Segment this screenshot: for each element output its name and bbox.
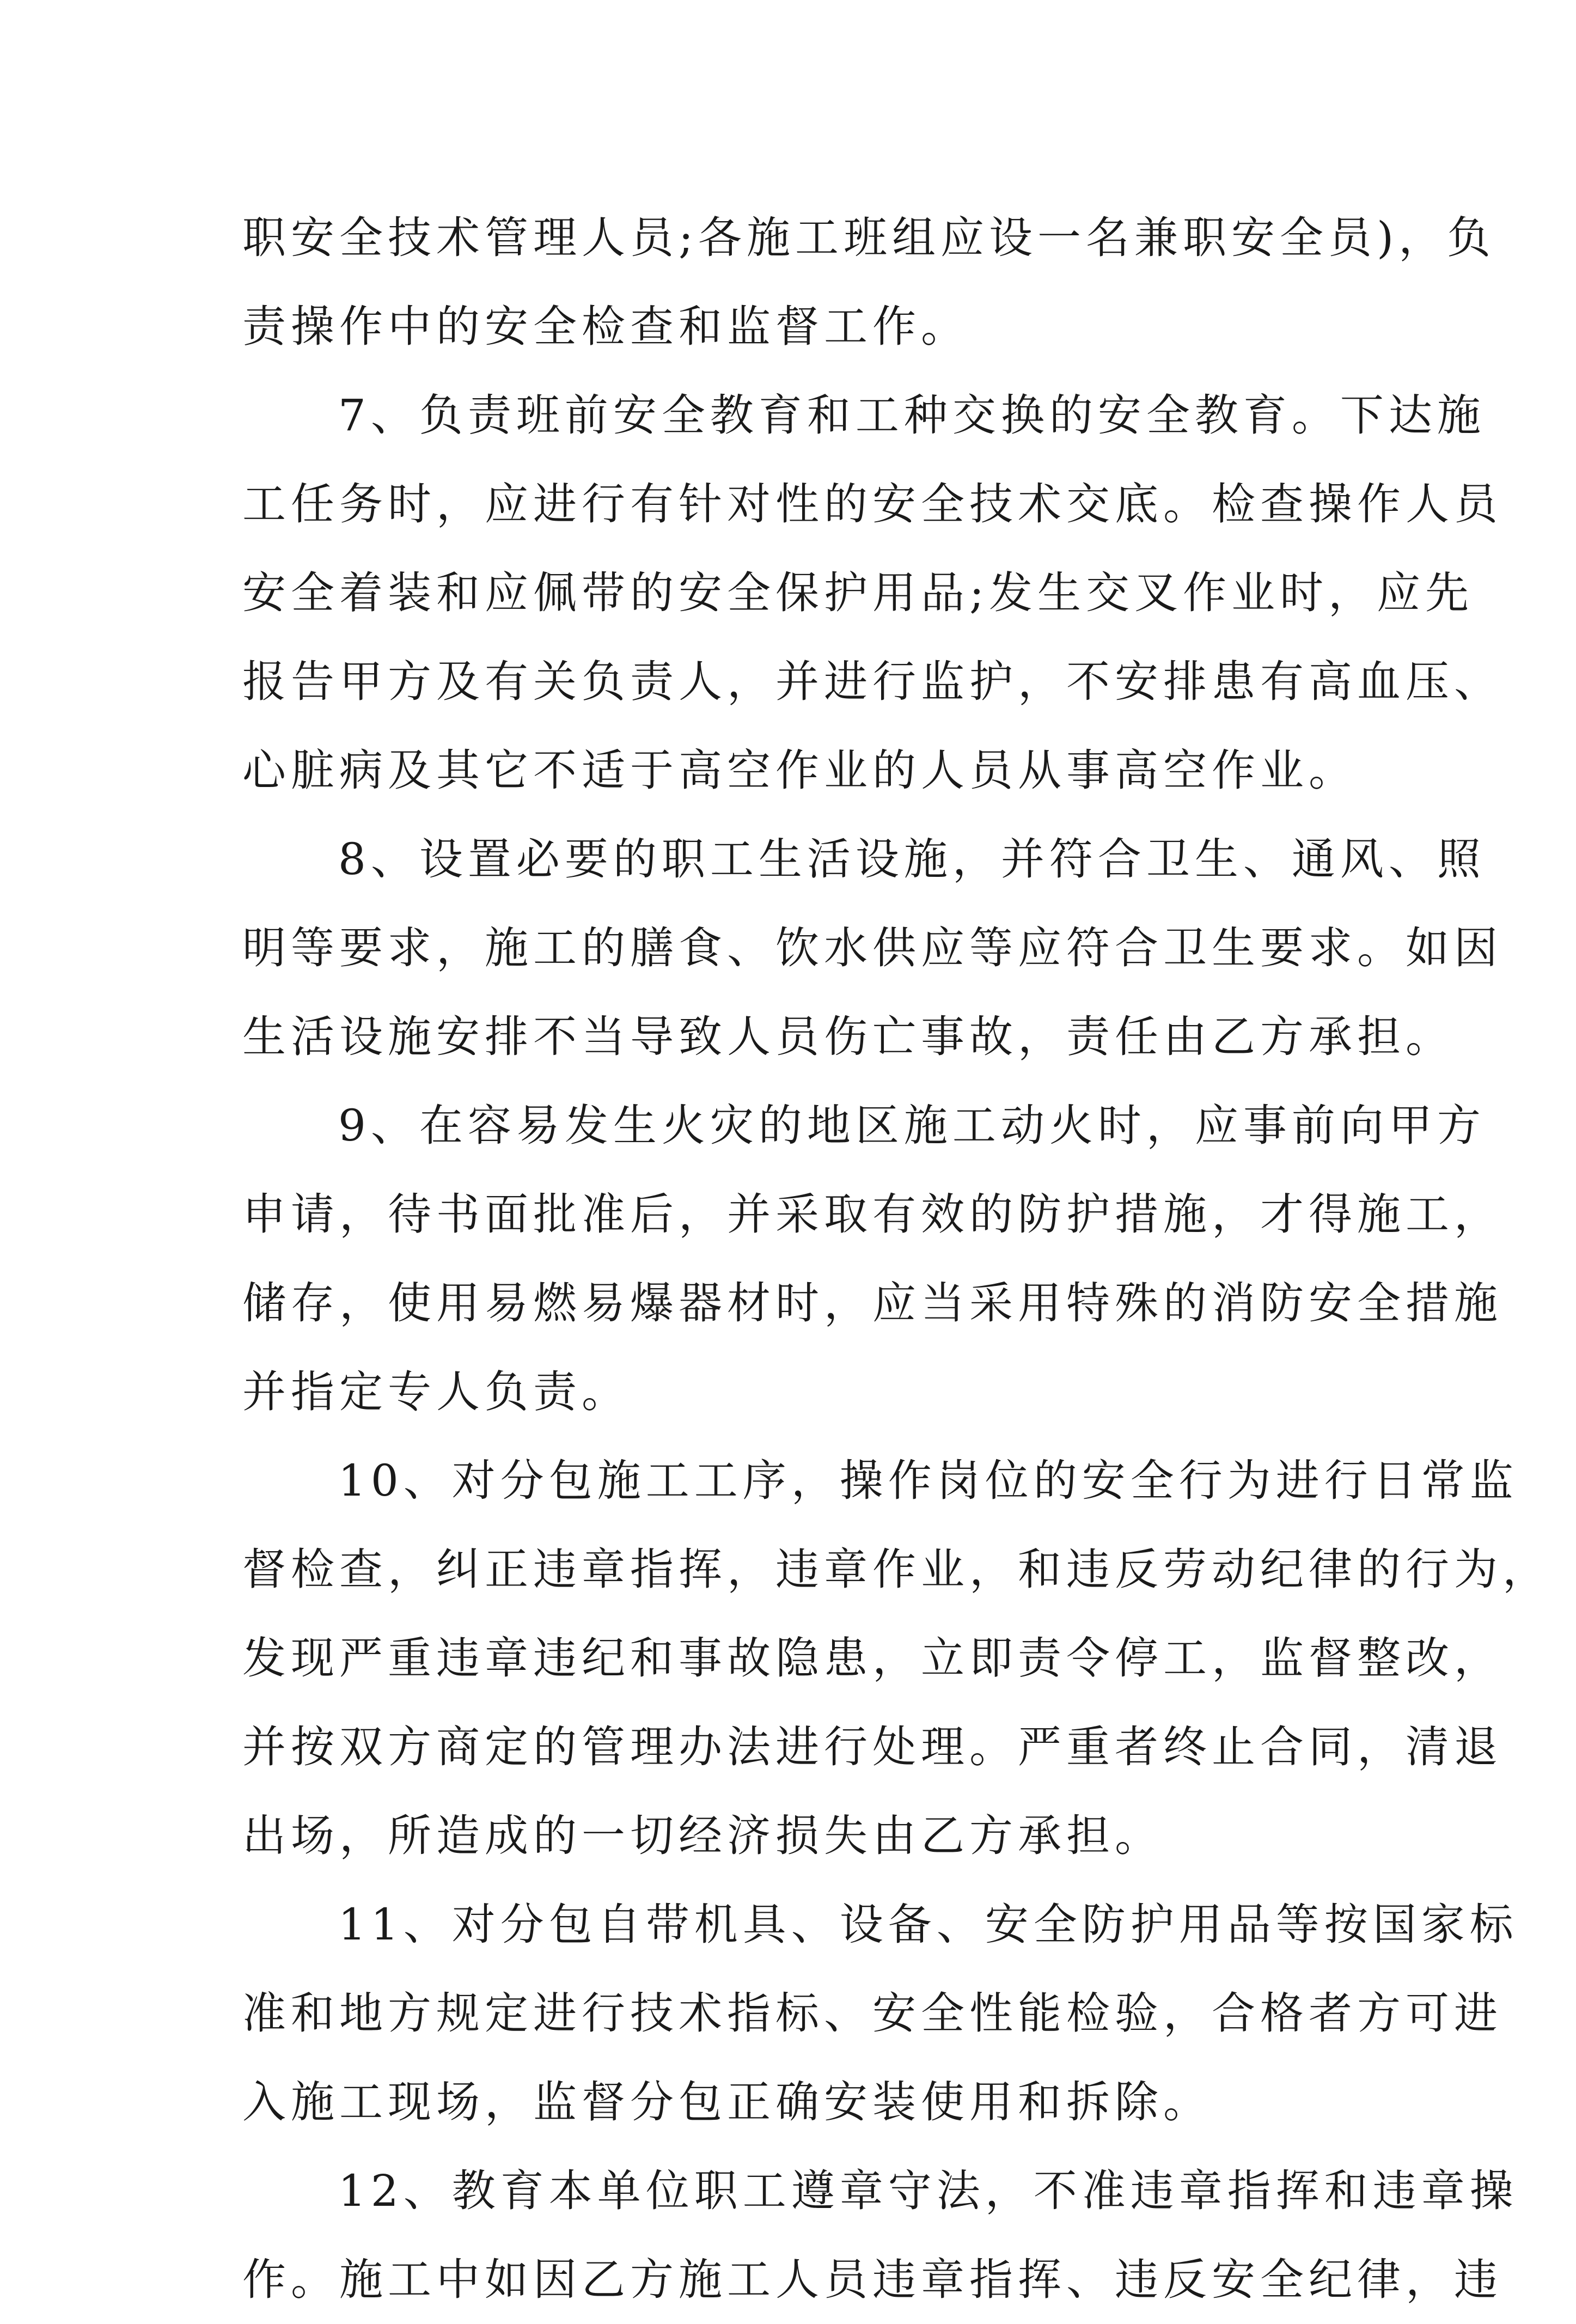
text-line: 明等要求，施工的膳食、饮水供应等应符合卫生要求。如因 <box>242 923 1502 973</box>
paragraph-12-start: 12、教育本单位职工遵章守法，不准违章指挥和违章操 <box>338 2166 1518 2216</box>
text-line: 生活设施安排不当导致人员伤亡事故，责任由乙方承担。 <box>242 1011 1454 1062</box>
text-line: 职安全技术管理人员;各施工班组应设一名兼职安全员)，负 <box>242 212 1496 263</box>
text-line: 入施工现场，监督分包正确安装使用和拆除。 <box>242 2077 1212 2127</box>
paragraph-11-start: 11、对分包自带机具、设备、安全防护用品等按国家标 <box>338 1899 1518 1950</box>
text-line: 准和地方规定进行技术指标、安全性能检验，合格者方可进 <box>242 1988 1502 2039</box>
paragraph-7-start: 7、负责班前安全教育和工种交换的安全教育。下达施 <box>338 390 1486 441</box>
paragraph-8-start: 8、设置必要的职工生活设施，并符合卫生、通风、照 <box>338 834 1486 885</box>
paragraph-9-start: 9、在容易发生火灾的地区施工动火时，应事前向甲方 <box>338 1100 1486 1151</box>
text-line: 心脏病及其它不适于高空作业的人员从事高空作业。 <box>242 745 1357 796</box>
text-line: 发现严重违章违纪和事故隐患，立即责令停工，监督整改， <box>242 1633 1502 1683</box>
document-body <box>242 193 1551 2324</box>
text-line: 出场，所造成的一切经济损失由乙方承担。 <box>242 1810 1163 1861</box>
paragraph-10-start: 10、对分包施工工序，操作岗位的安全行为进行日常监 <box>338 1455 1518 1506</box>
text-line: 并按双方商定的管理办法进行处理。严重者终止合同，清退 <box>242 1722 1502 1772</box>
text-line: 申请，待书面批准后，并采取有效的防护措施，才得施工， <box>242 1189 1502 1240</box>
text-line: 责操作中的安全检查和监督工作。 <box>242 301 969 352</box>
text-line: 作。施工中如因乙方施工人员违章指挥、违反安全纪律，违 <box>242 2254 1502 2305</box>
text-line: 储存，使用易燃易爆器材时，应当采用特殊的消防安全措施 <box>242 1278 1502 1328</box>
text-line: 报告甲方及有关负责人，并进行监护，不安排患有高血压、 <box>242 656 1502 707</box>
text-line: 工任务时，应进行有针对性的安全技术交底。检查操作人员 <box>242 479 1502 529</box>
text-line: 安全着装和应佩带的安全保护用品;发生交叉作业时，应先 <box>242 568 1474 618</box>
text-line: 督检查，纠正违章指挥，违章作业，和违反劳动纪律的行为， <box>242 1544 1551 1595</box>
text-line: 并指定专人负责。 <box>242 1367 630 1417</box>
